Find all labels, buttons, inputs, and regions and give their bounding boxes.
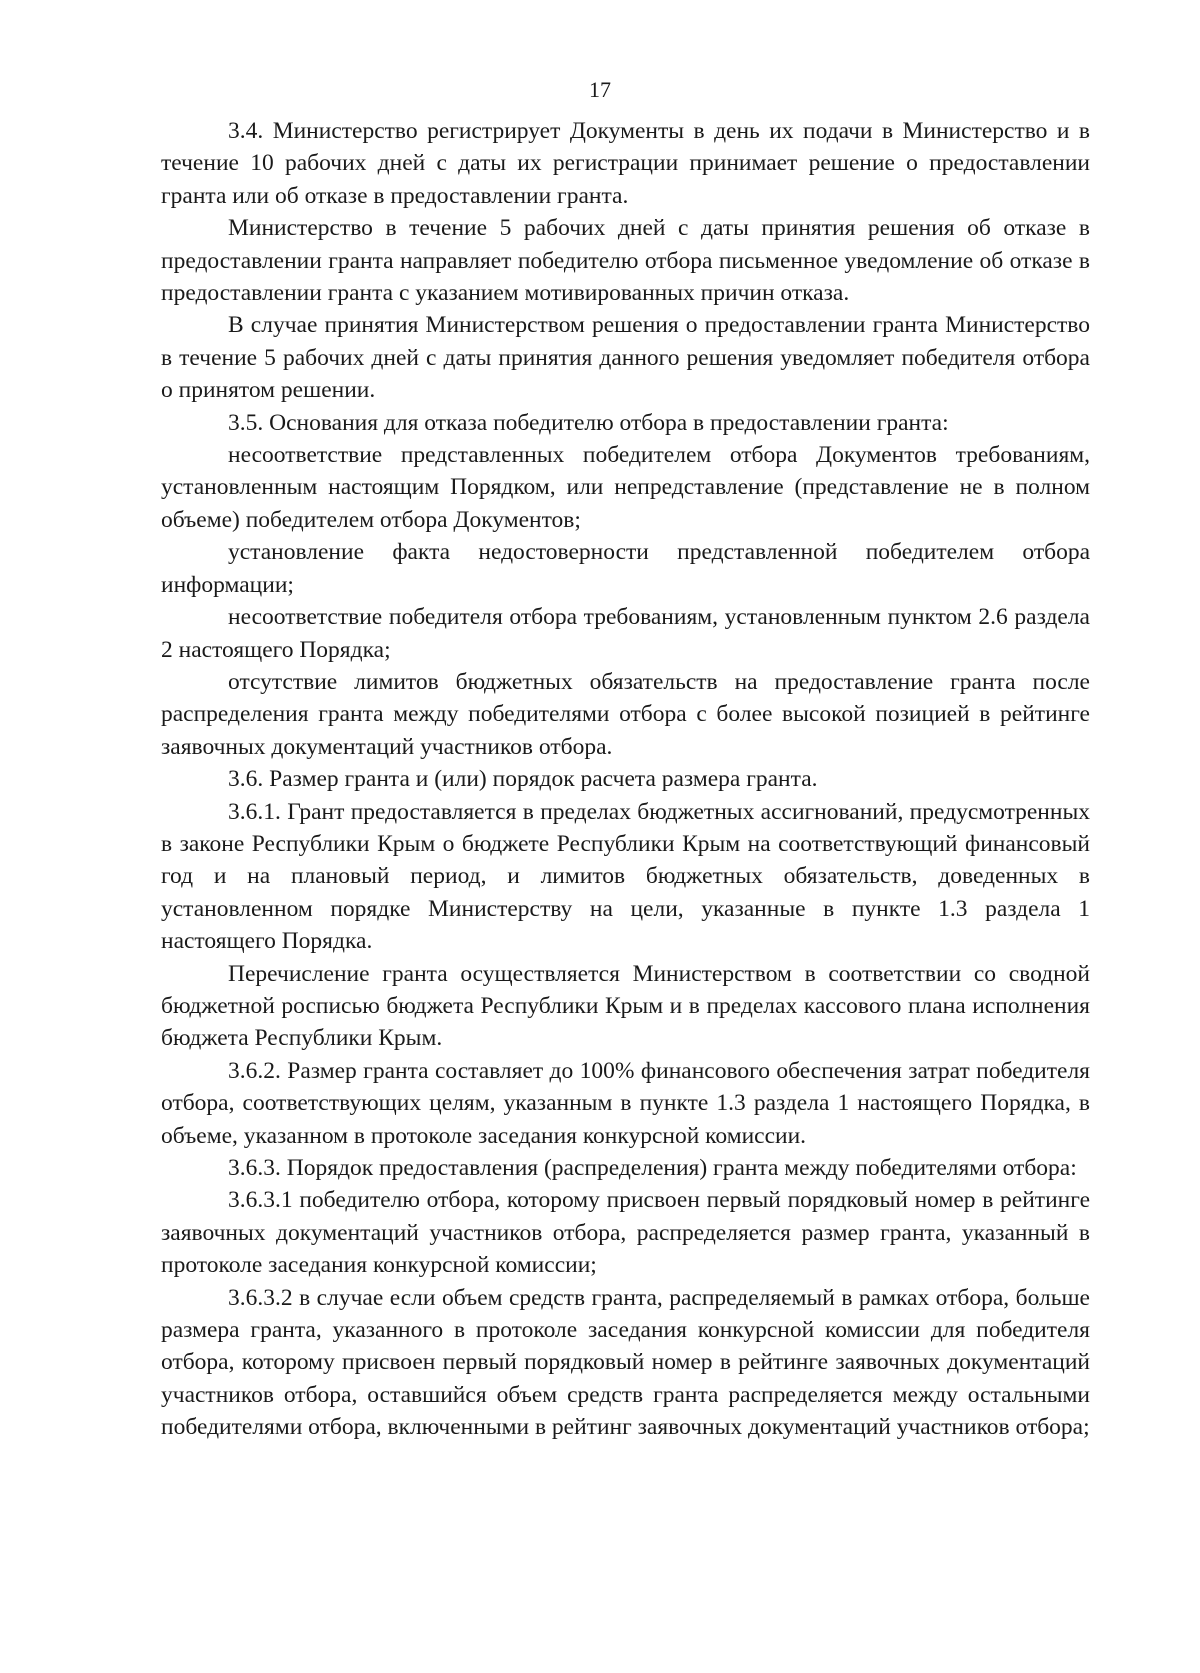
page-number: 17 xyxy=(589,77,611,102)
paragraph-approval-notice: В случае принятия Министерством решения о предоставлении гранта Министерство в течение 5 рабочих дней с даты принятия данного решения уведомляет победителя отбора о принятом решении. xyxy=(161,312,1090,404)
paragraph-refusal-reason-4: отсутствие лимитов бюджетных обязательств на предоставление гранта после распределения гранта между победителями отбора с более высокой позицией в рейтинге заявочных документаций участников отбора. xyxy=(161,668,1090,760)
document-body xyxy=(161,115,1090,1444)
paragraph-3-6: 3.6. Размер гранта и (или) порядок расчета размера гранта. xyxy=(228,766,818,793)
paragraph-refusal-reason-1: несоответствие представленных победителем отбора Документов требованиям, установленным настоящим Порядком, или непредставление (представление не в полном объеме) победителем отбора Документов; xyxy=(161,442,1090,533)
paragraph-refusal-notice: Министерство в течение 5 рабочих дней с даты принятия решения об отказе в предоставлении гранта направляет победителю отбора письменное уведомление об отказе в предоставлении гранта с указанием мотивированных причин отказа. xyxy=(161,215,1090,307)
paragraph-3-6-3: 3.6.3. Порядок предоставления (распределения) гранта между победителями отбора: xyxy=(228,1155,1077,1181)
paragraph-refusal-reason-2: установление факта недостоверности представленной победителем отбора информации; xyxy=(161,539,1090,598)
paragraph-refusal-reason-3: несоответствие победителя отбора требованиям, установленным пунктом 2.6 раздела 2 настоящего Порядка; xyxy=(161,604,1090,663)
paragraph-3-6-3-2: 3.6.3.2 в случае если объем средств гранта, распределяемый в рамках отбора, больше размера гранта, указанного в протоколе заседания конкурсной комиссии для победителя отбора, которому присвоен первый порядковый номер в рейтинге заявочных документаций участников отбора, оставшийся объем средств гранта распределяется между остальными победителями отбора, включенными в рейтинг заявочных документаций участников отбора; xyxy=(161,1284,1090,1441)
paragraph-grant-transfer: Перечисление гранта осуществляется Министерством в соответствии со сводной бюджетной росписью бюджета Республики Крым и в пределах кассового плана исполнения бюджета Республики Крым. xyxy=(161,960,1090,1052)
paragraph-3-6-1: 3.6.1. Грант предоставляется в пределах бюджетных ассигнований, предусмотренных в законе Республики Крым о бюджете Республики Крым на соответствующий финансовый год и на плановый период, и лимитов бюджетных обязательств, доведенных в установленном порядке Министерству на цели, указанные в пункте 1.3 раздела 1 настоящего Порядка. xyxy=(161,798,1090,955)
paragraph-3-5: 3.5. Основания для отказа победителю отбора в предоставлении гранта: xyxy=(228,409,949,436)
paragraph-3-6-3-1: 3.6.3.1 победителю отбора, которому присвоен первый порядковый номер в рейтинге заявочных документаций участников отбора, распределяется размер гранта, указанный в протоколе заседания конкурсной комиссии; xyxy=(161,1187,1090,1279)
paragraph-3-4: 3.4. Министерство регистрирует Документы в день их подачи в Министерство и в течение 10 рабочих дней с даты их регистрации принимает решение о предоставлении гранта или об отказе в предоставлении гранта. xyxy=(161,118,1090,209)
paragraph-3-6-2: 3.6.2. Размер гранта составляет до 100% финансового обеспечения затрат победителя отбора, соответствующих целям, указанным в пункте 1.3 раздела 1 настоящего Порядка, в объеме, указанном в протоколе заседания конкурсной комиссии. xyxy=(161,1057,1090,1149)
